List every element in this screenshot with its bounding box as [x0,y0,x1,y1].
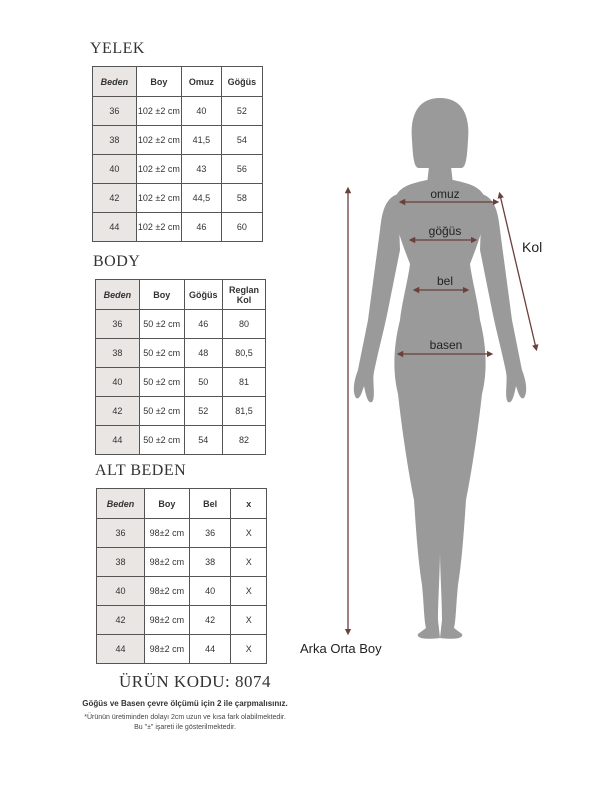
body-cell: 44 [96,426,140,455]
table-row [96,368,266,397]
body-cell: 81,5 [222,397,265,426]
alt-header-row [97,489,267,519]
body-cell: 50 ±2 cm [139,310,184,339]
yelek-cell: 41,5 [181,126,221,155]
table-row [93,184,263,213]
alt-cell: 36 [189,519,231,548]
table-row [97,577,267,606]
body-size-table [95,279,266,455]
alt-header-0: Beden [97,489,145,519]
alt-cell: X [231,635,267,664]
body-cell: 50 ±2 cm [139,397,184,426]
table-row [96,339,266,368]
body-cell: 46 [184,310,222,339]
yelek-cell: 40 [93,155,137,184]
alt-cell: 98±2 cm [145,519,190,548]
alt-cell: 98±2 cm [145,548,190,577]
yelek-cell: 58 [221,184,262,213]
alt-cell: 38 [97,548,145,577]
body-cell: 50 ±2 cm [139,426,184,455]
table-row [93,155,263,184]
yelek-cell: 102 ±2 cm [136,126,181,155]
yelek-cell: 102 ±2 cm [136,97,181,126]
body-header-2: Göğüs [184,280,222,310]
alt-cell: 44 [189,635,231,664]
body-cell: 42 [96,397,140,426]
bel-label: bel [436,274,454,288]
yelek-cell: 60 [221,213,262,242]
yelek-cell: 43 [181,155,221,184]
body-cell: 38 [96,339,140,368]
yelek-cell: 56 [221,155,262,184]
body-measurement-figure [290,80,590,680]
tolerance-note-2: Bu "±" işareti ile gösterilmektedir. [134,724,236,731]
yelek-header-row [93,67,263,97]
measure-note: Göğüs ve Basen çevre ölçümü için 2 ile çarpmalısınız. [82,699,288,708]
body-cell: 50 [184,368,222,397]
alt-cell: 42 [97,606,145,635]
yelek-cell: 44 [93,213,137,242]
body-cell: 82 [222,426,265,455]
yelek-cell: 46 [181,213,221,242]
table-row [97,635,267,664]
body-cell: 52 [184,397,222,426]
alt-cell: 38 [189,548,231,577]
alt-cell: X [231,606,267,635]
body-cell: 40 [96,368,140,397]
omuz-label: omuz [430,187,460,201]
alt-header-2: Bel [189,489,231,519]
body-cell: 50 ±2 cm [139,339,184,368]
alt-cell: 40 [189,577,231,606]
table-row [96,310,266,339]
yelek-header-1: Boy [136,67,181,97]
yelek-cell: 44,5 [181,184,221,213]
yelek-cell: 38 [93,126,137,155]
yelek-header-3: Göğüs [221,67,262,97]
alt-beden-size-table [96,488,267,664]
tolerance-note-1: *Ürünün üretiminden dolayı 2cm uzun ve kısa fark olabilmektedir. [84,714,286,721]
yelek-cell: 52 [221,97,262,126]
table-row [93,213,263,242]
body-header-3: Reglan Kol [222,280,265,310]
yelek-header-2: Omuz [181,67,221,97]
table-row [97,548,267,577]
alt-cell: 98±2 cm [145,577,190,606]
yelek-header-0: Beden [93,67,137,97]
body-cell: 80 [222,310,265,339]
table-row [97,519,267,548]
yelek-cell: 102 ±2 cm [136,184,181,213]
body-title: BODY [93,253,141,270]
table-row [93,97,263,126]
table-row [96,426,266,455]
arka-orta-boy-label: Arka Orta Boy [300,641,382,656]
alt-cell: 42 [189,606,231,635]
alt-cell: 36 [97,519,145,548]
body-cell: 48 [184,339,222,368]
body-cell: 80,5 [222,339,265,368]
alt-cell: X [231,577,267,606]
alt-cell: 98±2 cm [145,635,190,664]
basen-label: basen [429,338,463,352]
yelek-cell: 102 ±2 cm [136,213,181,242]
kol-label: Kol [522,239,543,255]
body-header-1: Boy [139,280,184,310]
body-header-row [96,280,266,310]
body-header-0: Beden [96,280,140,310]
alt-cell: 98±2 cm [145,606,190,635]
alt-cell: X [231,548,267,577]
body-cell: 50 ±2 cm [139,368,184,397]
alt-header-3: x [231,489,267,519]
yelek-title: YELEK [90,40,145,57]
product-code: ÜRÜN KODU: 8074 [119,672,271,691]
body-cell: 36 [96,310,140,339]
yelek-cell: 54 [221,126,262,155]
yelek-size-table [92,66,263,242]
yelek-cell: 42 [93,184,137,213]
alt-cell: 40 [97,577,145,606]
alt-beden-title: ALT BEDEN [95,462,187,479]
table-row [93,126,263,155]
yelek-cell: 102 ±2 cm [136,155,181,184]
yelek-cell: 36 [93,97,137,126]
gogus-label: göğüs [428,224,462,238]
yelek-cell: 40 [181,97,221,126]
body-cell: 54 [184,426,222,455]
alt-cell: X [231,519,267,548]
table-row [96,397,266,426]
human-silhouette [354,98,526,639]
body-cell: 81 [222,368,265,397]
table-row [97,606,267,635]
alt-cell: 44 [97,635,145,664]
alt-header-1: Boy [145,489,190,519]
